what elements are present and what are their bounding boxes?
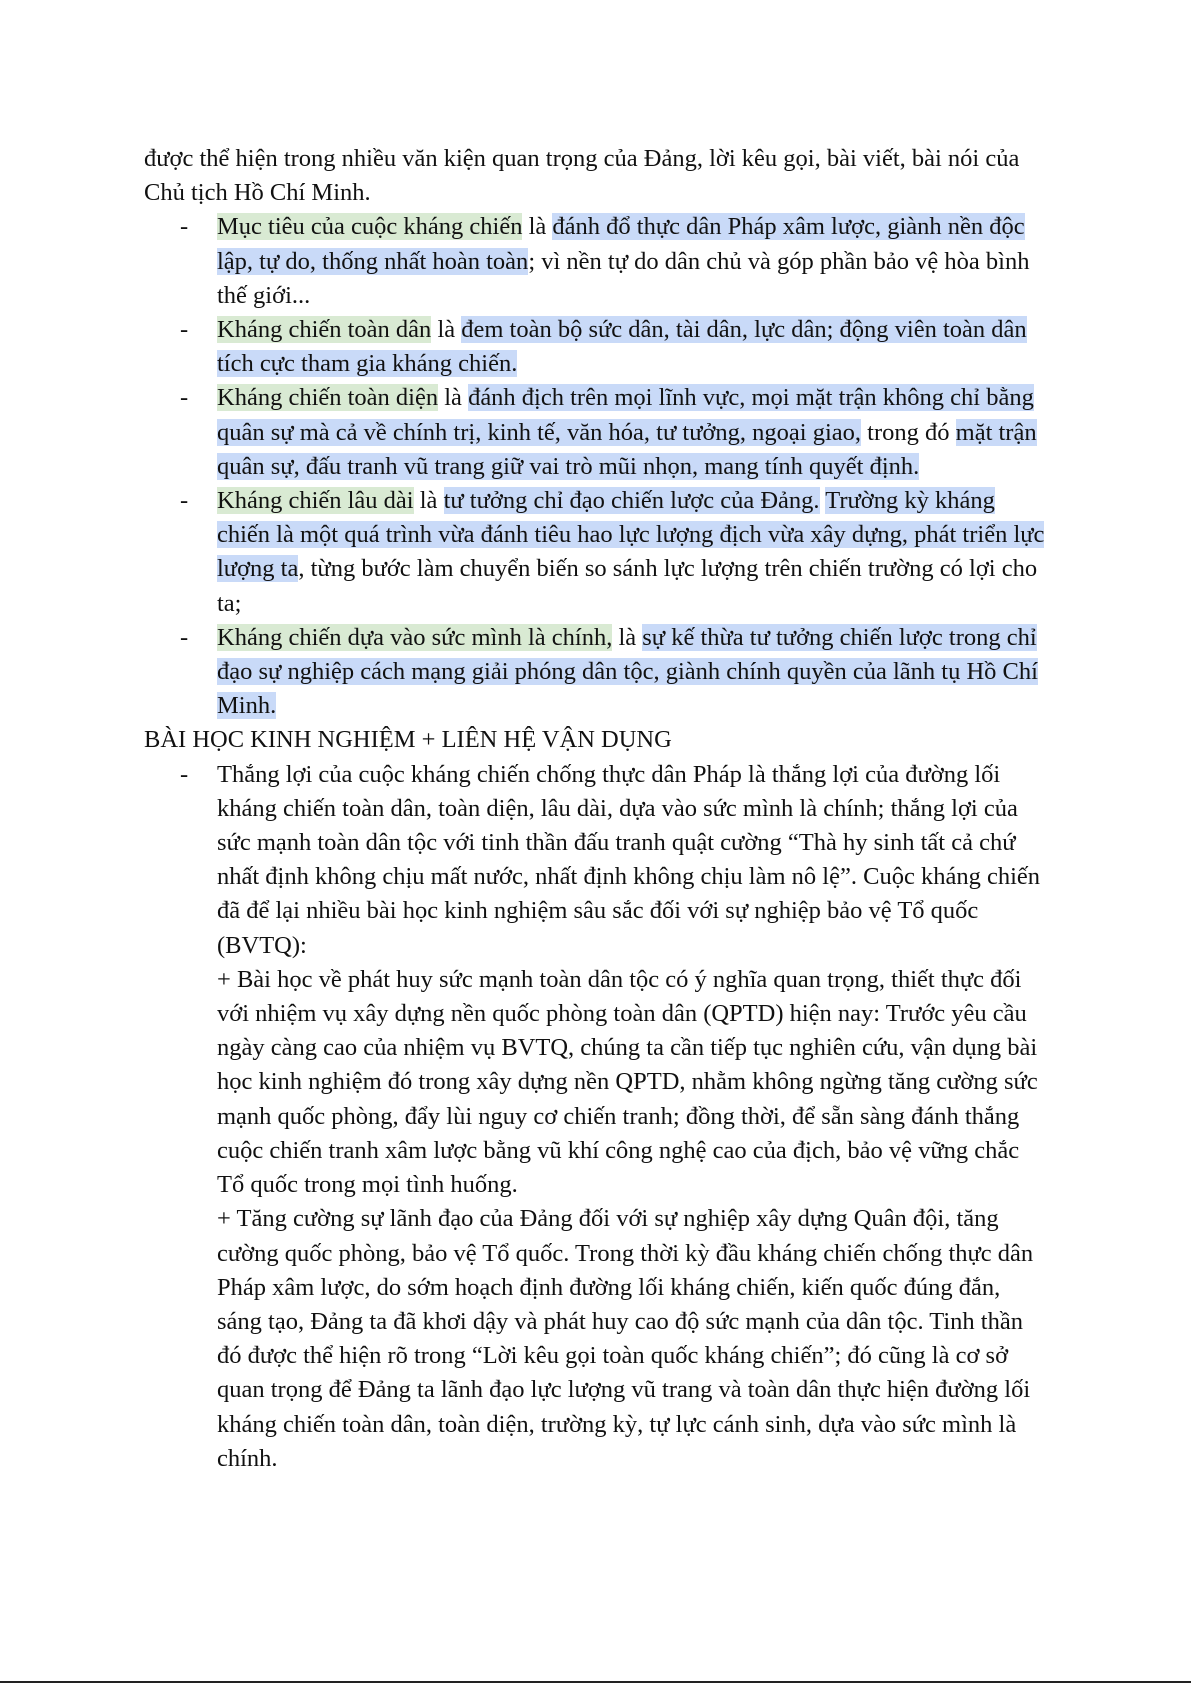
list-item-long-term xyxy=(144,484,1049,621)
intro-paragraph: được thể hiện trong nhiều văn kiện quan trọng của Đảng, lời kêu gọi, bài viết, bài nói của Chủ tịch Hồ Chí Minh. xyxy=(144,145,1020,207)
plain-text: ; vì nền tự do dân chủ và góp phần bảo vệ hòa bình thế giới... xyxy=(217,247,1030,309)
list-item-comprehensive xyxy=(144,381,1049,484)
connector-text: là xyxy=(413,487,444,515)
section-heading: BÀI HỌC KINH NGHIỆM + LIÊN HỆ VẬN DỤNG xyxy=(144,726,672,754)
principles-list xyxy=(144,210,1049,723)
definition-highlight: đánh đổ thực dân Pháp xâm lược, giành nền độc lập, tự do, thống nhất hoàn toàn xyxy=(217,213,1025,275)
list-item-lessons xyxy=(144,758,1049,1476)
definition-highlight: sự kế thừa tư tưởng chiến lược trong chỉ đạo sự nghiệp cách mạng giải phóng dân tộc, giành chính quyền của lãnh tụ Hồ Chí Minh. xyxy=(217,623,1038,720)
list-item-whole-people xyxy=(144,313,1049,381)
document-body xyxy=(144,142,1049,1476)
definition-highlight: đem toàn bộ sức dân, tài dân, lực dân; động viên toàn dân tích cực tham gia kháng chiến. xyxy=(217,316,1027,378)
lesson-sub-item: + Tăng cường sự lãnh đạo của Đảng đối với sự nghiệp xây dựng Quân đội, tăng cường quốc phòng, bảo vệ Tổ quốc. Trong thời kỳ đầu kháng chiến chống thực dân Pháp xâm lược, do sớm hoạch định đường lối kháng chiến, kiến quốc đúng đắn, sáng tạo, Đảng ta đã khơi dậy và phát huy cao độ sức mạnh của dân tộc. Tinh thần đó được thể hiện rõ trong “Lời kêu gọi toàn quốc kháng chiến”; đó cũng là cơ sở quan trọng để Đảng ta lãnh đạo lực lượng vũ trang và toàn dân thực hiện đường lối kháng chiến toàn dân, toàn diện, trường kỳ, tự lực cánh sinh, dựa vào sức mình là chính. xyxy=(217,1205,1034,1472)
list-item-self-reliance xyxy=(144,621,1049,724)
definition-highlight: Trường kỳ kháng chiến là một quá trình vừa đánh tiêu hao lực lượng địch vừa xây dựng, phát triển lực lượng ta xyxy=(217,487,1045,583)
connector-text: là xyxy=(438,384,469,412)
connector-text: là xyxy=(431,316,462,344)
connector-text: là xyxy=(522,213,553,241)
definition-highlight: mặt trận quân sự, đấu tranh vũ trang giữ vai trò mũi nhọn, mang tính quyết định. xyxy=(217,418,1037,480)
term-highlight: Kháng chiến toàn diện xyxy=(217,384,439,412)
definition-highlight: đánh địch trên mọi lĩnh vực, mọi mặt trận không chỉ bằng quân sự mà cả về chính trị, kinh tế, văn hóa, tư tưởng, ngoại giao, xyxy=(217,384,1034,446)
list-item-goal xyxy=(144,210,1049,313)
lesson-sub-item: + Bài học về phát huy sức mạnh toàn dân tộc có ý nghĩa quan trọng, thiết thực đối với nhiệm vụ xây dựng nền quốc phòng toàn dân (QPTD) hiện nay: Trước yêu cầu ngày càng cao của nhiệm vụ BVTQ, chúng ta cần tiếp tục nghiên cứu, vận dụng bài học kinh nghiệm đó trong xây dựng nền QPTD, nhằm không ngừng tăng cường sức mạnh quốc phòng, đẩy lùi nguy cơ chiến tranh; đồng thời, để sẵn sàng đánh thắng cuộc chiến tranh xâm lược bằng vũ khí công nghệ cao của địch, bảo vệ vững chắc Tổ quốc trong mọi tình huống. xyxy=(217,965,1038,1199)
term-highlight: Mục tiêu của cuộc kháng chiến xyxy=(217,213,523,241)
definition-highlight: tư tưởng chỉ đạo chiến lược của Đảng. xyxy=(443,487,820,515)
plain-text: , từng bước làm chuyển biến so sánh lực lượng trên chiến trường có lợi cho ta; xyxy=(217,555,1038,617)
term-highlight: Kháng chiến dựa vào sức mình là chính, xyxy=(217,623,613,651)
term-highlight: Kháng chiến lâu dài xyxy=(217,487,414,515)
lessons-list xyxy=(144,758,1049,1476)
connector-text: là xyxy=(612,623,643,651)
page-bottom-divider xyxy=(0,1681,1191,1683)
plain-text: trong đó xyxy=(861,418,956,446)
term-highlight: Kháng chiến toàn dân xyxy=(217,316,432,344)
lesson-main-text: Thắng lợi của cuộc kháng chiến chống thực dân Pháp là thắng lợi của đường lối kháng chiến toàn dân, toàn diện, lâu dài, dựa vào sức mình là chính; thắng lợi của sức mạnh toàn dân tộc với tinh thần đấu tranh quật cường “Thà hy sinh tất cả chứ nhất định không chịu mất nước, nhất định không chịu làm nô lệ”. Cuộc kháng chiến đã để lại nhiều bài học kinh nghiệm sâu sắc đối với sự nghiệp bảo vệ Tổ quốc (BVTQ): xyxy=(217,760,1040,959)
